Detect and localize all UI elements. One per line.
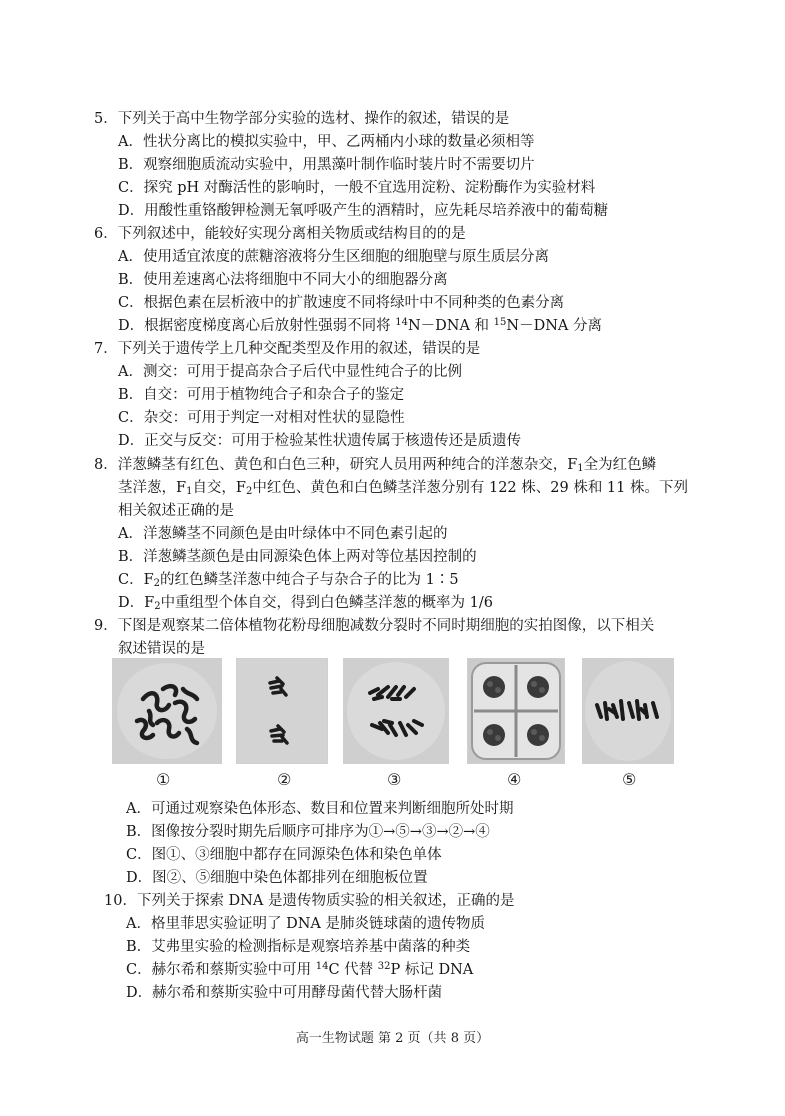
q9-option-d: D．图②、⑤细胞中染色体都排列在细胞板位置 xyxy=(126,870,428,886)
q8-option-a: A．洋葱鳞茎不同颜色是由叶绿体中不同色素引起的 xyxy=(118,526,448,542)
q9-figure xyxy=(0,658,785,768)
q5-stem: 5．下列关于高中生物学部分实验的选材、操作的叙述，错误的是 xyxy=(94,111,510,127)
q8-stem-line1: 8．洋葱鳞茎有红色、黄色和白色三种，研究人员用两种纯合的洋葱杂交，$F_1$全为红色鳞 xyxy=(94,457,657,474)
q5-option-d: D．用酸性重铬酸钾检测无氧呼吸产生的酒精时，应先耗尽培养液中的葡萄糖 xyxy=(118,203,609,219)
q10-option-b: B．艾弗里实验的检测指标是观察培养基中菌落的种类 xyxy=(126,939,471,955)
q5-option-b: B．观察细胞质流动实验中，用黑藻叶制作临时装片时不需要切片 xyxy=(118,157,535,173)
q8-option-d: D．$F_2$中重组型个体自交，得到白色鳞茎洋葱的概率为 1/6 xyxy=(118,595,494,612)
q7-option-b: B．自交：可用于植物纯合子和杂合子的鉴定 xyxy=(118,387,405,403)
q5-option-c: C．探究 pH 对酶活性的影响时，一般不宜选用淀粉、淀粉酶作为实验材料 xyxy=(118,180,596,196)
figure-label-3: ③ xyxy=(387,770,402,789)
q9-option-b: B．图像按分裂时期先后顺序可排序为①→⑤→③→②→④ xyxy=(126,824,490,840)
cell-image-4 xyxy=(467,658,565,764)
cell-image-1 xyxy=(112,658,222,764)
q10-option-c: C．赫尔希和蔡斯实验中可用 $^{14}$C 代替 $^{32}$P 标记 DNA xyxy=(126,961,474,978)
q9-option-a: A．可通过观察染色体形态、数目和位置来判断细胞所处时期 xyxy=(126,801,514,817)
q6-option-c: C．根据色素在层析液中的扩散速度不同将绿叶中不同种类的色素分离 xyxy=(118,295,565,311)
cell-image-3 xyxy=(343,658,449,764)
q6-stem: 6．下列叙述中，能较好实现分离相关物质或结构目的的是 xyxy=(94,226,466,242)
figure-label-1: ① xyxy=(156,770,171,789)
page-footer: 高一生物试题 第 2 页（共 8 页） xyxy=(295,1031,490,1046)
cell-image-5 xyxy=(582,658,674,764)
q10-option-a: A．格里菲思实验证明了 DNA 是肺炎链球菌的遗传物质 xyxy=(126,916,485,932)
q10-stem: 10．下列关于探索 DNA 是遗传物质实验的相关叙述，正确的是 xyxy=(104,893,515,909)
q9-option-c: C．图①、③细胞中都存在同源染色体和染色单体 xyxy=(126,847,442,863)
figure-label-5: ⑤ xyxy=(622,770,637,789)
q6-option-b: B．使用差速离心法将细胞中不同大小的细胞器分离 xyxy=(118,272,448,288)
figure-label-2: ② xyxy=(277,770,292,789)
q5-option-a: A．性状分离比的模拟实验中，甲、乙两桶内小球的数量必须相等 xyxy=(118,134,535,150)
q7-option-a: A．测交：可用于提高杂合子后代中显性纯合子的比例 xyxy=(118,364,462,380)
q9-stem-line1: 9．下图是观察某二倍体植物花粉母细胞减数分裂时不同时期细胞的实拍图像，以下相关 xyxy=(94,618,655,634)
q9-stem-line2: 叙述错误的是 xyxy=(118,641,205,657)
q8-option-c: C．$F_2$的红色鳞茎洋葱中纯合子与杂合子的比为 1∶5 xyxy=(118,572,459,589)
q6-option-a: A．使用适宜浓度的蔗糖溶液将分生区细胞的细胞壁与原生质层分离 xyxy=(118,249,549,265)
cell-image-2 xyxy=(236,658,328,764)
q8-stem-line3: 相关叙述正确的是 xyxy=(118,503,234,519)
q10-option-d: D．赫尔希和蔡斯实验中可用酵母菌代替大肠杆菌 xyxy=(126,985,443,1001)
q7-option-d: D．正交与反交：可用于检验某性状遗传属于核遗传还是质遗传 xyxy=(118,433,522,449)
figure-label-4: ④ xyxy=(507,770,522,789)
q8-option-b: B．洋葱鳞茎颜色是由同源染色体上两对等位基因控制的 xyxy=(118,549,477,565)
q8-stem-line2: 茎洋葱，$F_1$自交，$F_2$中红色、黄色和白色鳞茎洋葱分别有 122 株、29 株和 11 株。下列 xyxy=(118,480,688,497)
q7-stem: 7．下列关于遗传学上几种交配类型及作用的叙述，错误的是 xyxy=(94,341,481,357)
q7-option-c: C．杂交：可用于判定一对相对性状的显隐性 xyxy=(118,410,405,426)
q6-option-d: D．根据密度梯度离心后放射性强弱不同将 $^{14}$N－DNA 和 $^{15}$N－DNA 分离 xyxy=(118,317,602,334)
